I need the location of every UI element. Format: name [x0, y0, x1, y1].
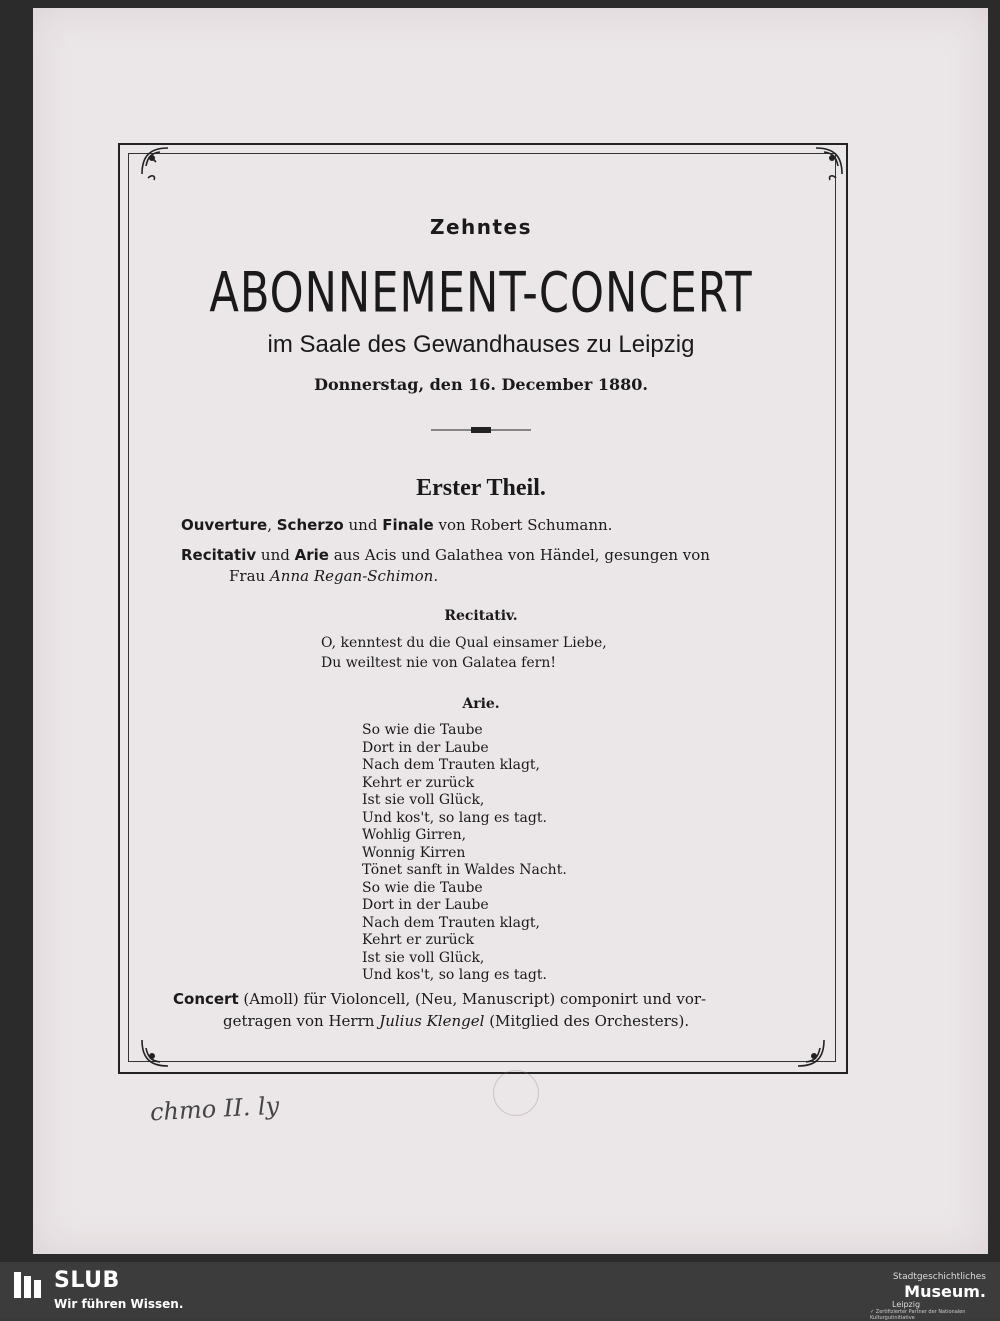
arie-verses [362, 722, 567, 985]
museum-name: Museum. [904, 1282, 986, 1301]
recitativ-heading: Recitativ. [444, 608, 518, 624]
item-description: aus Acis und Galathea von Händel, gesungen von [328, 546, 710, 564]
corner-ornament-bottom-left-icon [138, 1030, 178, 1070]
verse-line: Ist sie voll Glück, [362, 792, 485, 808]
verse-line: Nach dem Trauten klagt, [362, 757, 540, 773]
item-title: Recitativ [181, 546, 257, 564]
venue-line: im Saale des Gewandhauses zu Leipzig [267, 331, 695, 358]
separator: , [267, 516, 277, 534]
composer-text: von Robert Schumann. [433, 516, 613, 534]
verse-line: Und kos't, so lang es tagt. [362, 967, 547, 983]
verse-line: Ist sie voll Glück, [362, 949, 485, 966]
verse-line: Und kos't, so lang es tagt. [362, 809, 547, 826]
item-title: Finale [382, 516, 434, 534]
item-continuation [173, 1010, 793, 1032]
verse-line: Kehrt er zurück [362, 774, 475, 791]
item-title: Concert [173, 990, 239, 1008]
slub-slogan: Wir führen Wissen. [54, 1297, 184, 1311]
prefix: getragen von Herrn [223, 1012, 380, 1030]
corner-ornament-top-left-icon [138, 144, 178, 184]
corner-ornament-top-right-icon [806, 144, 846, 184]
concert-number: Zehntes [429, 215, 533, 239]
verse-line: Kehrt er zurück [362, 932, 475, 948]
item-title: Ouverture [181, 516, 268, 534]
recitativ-line: Du weiltest nie von Galatea fern! [321, 655, 556, 671]
section-heading: Erster Theil. [416, 475, 546, 501]
page-title: ABONNEMENT-CONCERT [209, 260, 753, 326]
recitativ-line: O, kenntest du die Qual einsamer Liebe, [321, 635, 607, 651]
verse-line: So wie die Taube [362, 879, 483, 896]
museum-partner-note: ✓ Zertifizierter Partner der Nationalen Kulturgutinitiative [870, 1309, 966, 1321]
suffix: (Mitglied des Orchesters). [484, 1012, 690, 1030]
verse-line: Tönet sanft in Waldes Nacht. [362, 862, 567, 878]
item-title: Scherzo [276, 516, 344, 534]
verse-line: Nach dem Trauten klagt, [362, 914, 540, 931]
concert-date: Donnerstag, den 16. December 1880. [314, 375, 648, 394]
verse-line: So wie die Taube [362, 722, 483, 738]
verse-line: Dort in der Laube [362, 739, 489, 756]
museum-city: Leipzig [892, 1300, 921, 1309]
divider-ornament-icon [431, 425, 531, 435]
separator: und [343, 516, 383, 534]
item-description: (Amoll) für Violoncell, (Neu, Manuscript) componirt und vor- [238, 990, 707, 1008]
verse-line: Wonnig Kirren [362, 844, 466, 861]
corner-ornament-bottom-right-icon [788, 1030, 828, 1070]
prefix: Frau [229, 567, 270, 585]
program-item-handel [181, 545, 791, 587]
arie-heading: Arie. [462, 696, 500, 712]
singer-name: Anna Regan-Schimon. [269, 567, 439, 585]
verse-line: Wohlig Girren, [362, 827, 467, 843]
slub-name: SLUB [54, 1268, 120, 1293]
item-title: Arie [294, 546, 329, 564]
program-item-schumann [181, 515, 791, 536]
item-continuation [181, 566, 791, 587]
museum-label-top: Stadtgeschichtliches [892, 1272, 986, 1282]
program-item-klengel [173, 988, 793, 1032]
verse-line: Dort in der Laube [362, 897, 489, 913]
embossed-stamp [493, 1070, 539, 1116]
slub-logo-icon [12, 1270, 44, 1300]
separator: und [256, 546, 295, 564]
performer-name: Julius Klengel [379, 1012, 485, 1030]
handwritten-shelfmark: chmo II. ly [149, 1091, 280, 1127]
